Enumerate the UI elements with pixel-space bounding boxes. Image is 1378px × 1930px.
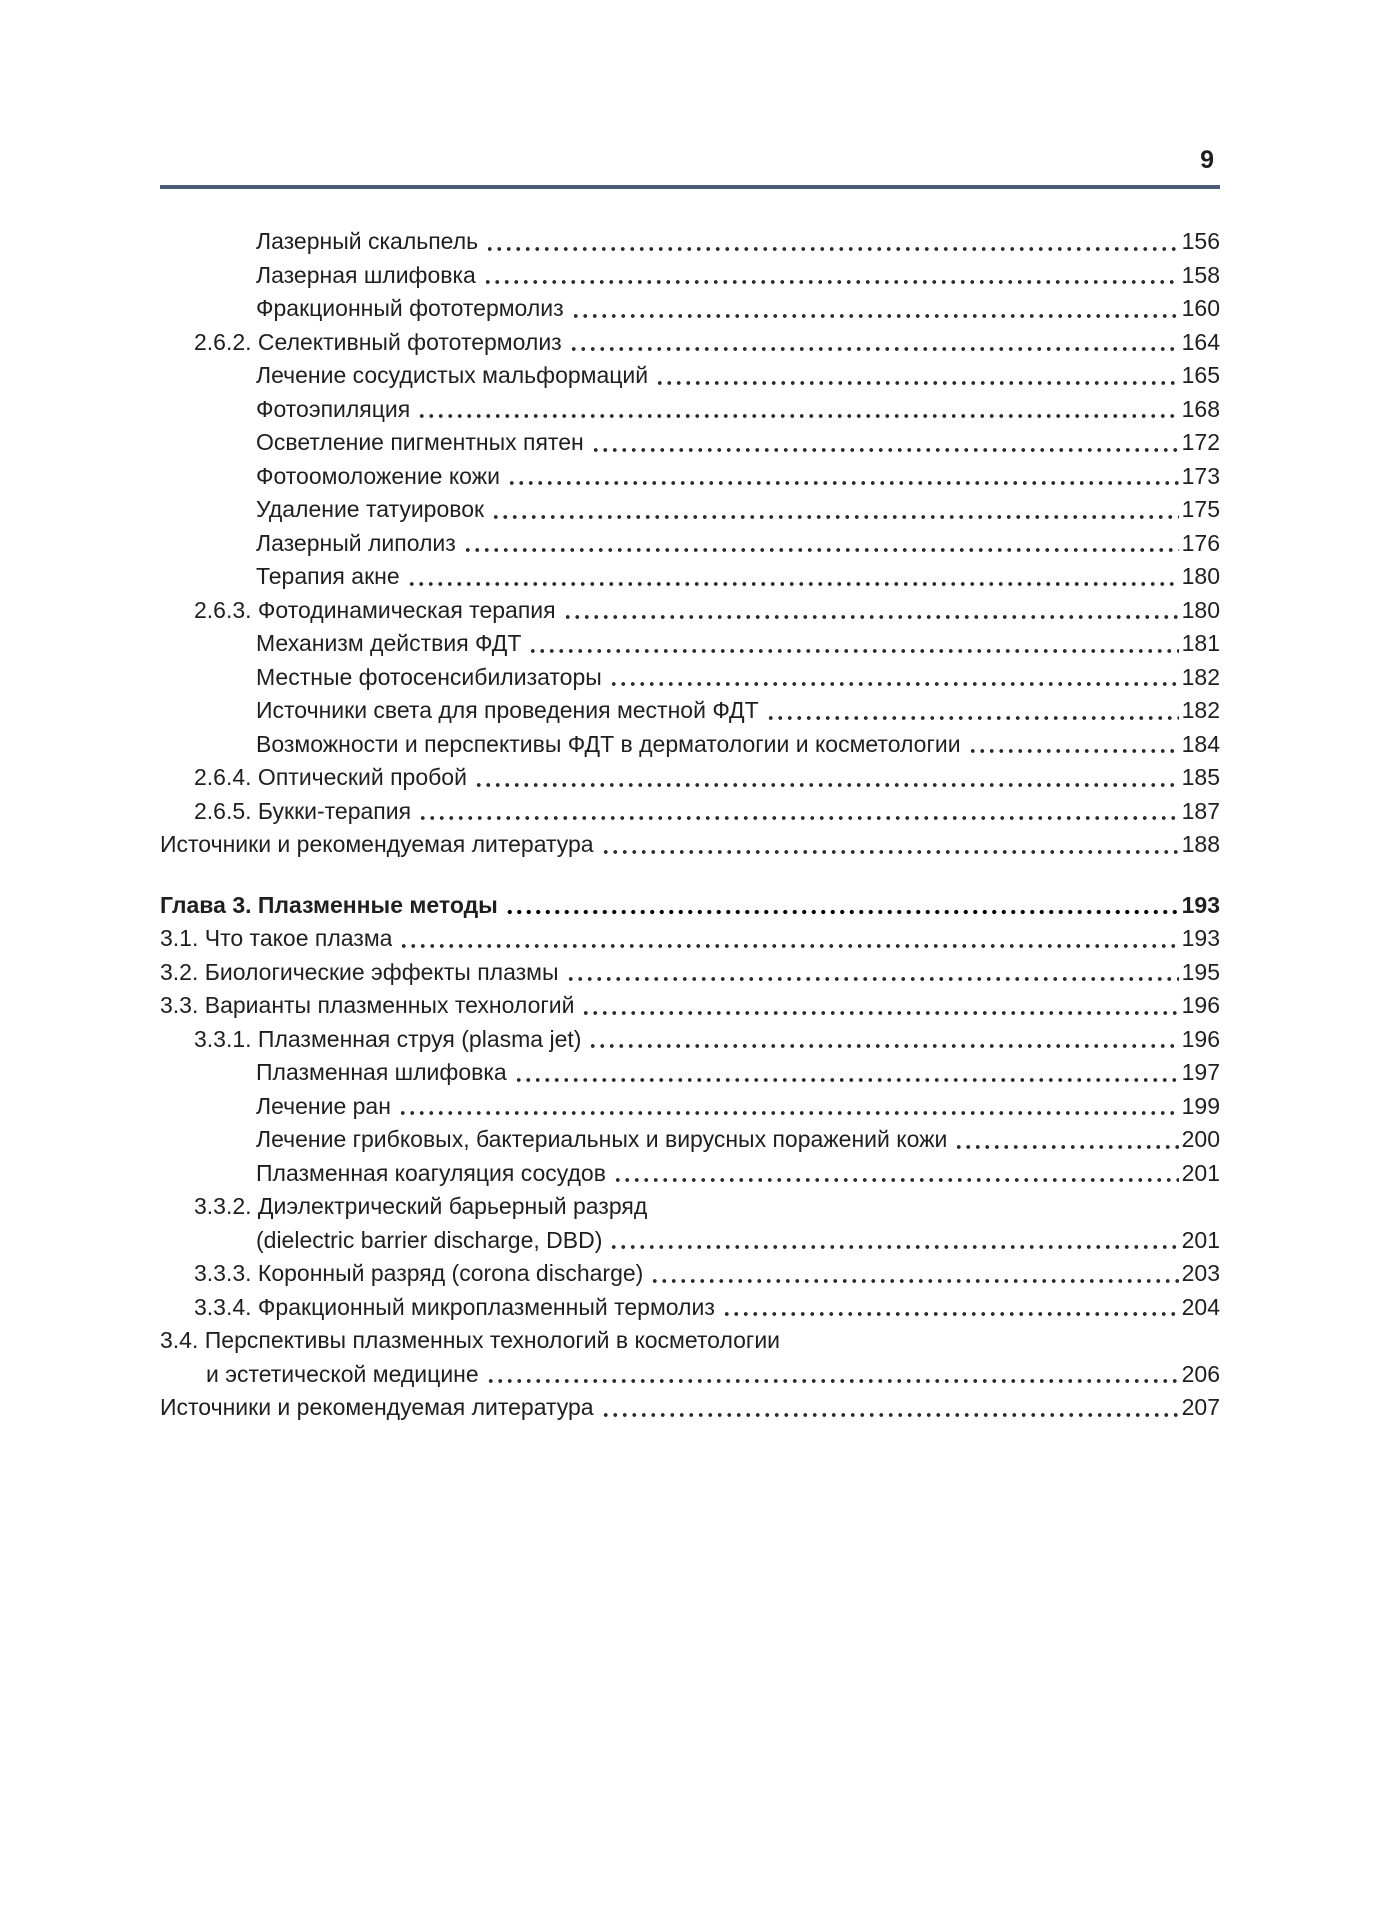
dot-leader <box>722 1291 1179 1325</box>
toc-entry <box>160 1090 1220 1124</box>
dot-leader <box>569 326 1179 360</box>
toc-entry <box>160 956 1220 990</box>
toc-entry-label: 3.3.4. Фракционный микроплазменный термолиз <box>194 1293 715 1320</box>
toc-entry <box>160 1157 1220 1191</box>
toc-entry <box>160 661 1220 695</box>
toc-entry <box>160 1358 1220 1392</box>
toc-entry-page: 204 <box>1181 1293 1220 1320</box>
dot-leader <box>505 889 1179 923</box>
toc-entry-page: 168 <box>1181 395 1220 422</box>
toc-entry <box>160 627 1220 661</box>
dot-leader <box>486 1358 1179 1392</box>
toc-entry-page: 182 <box>1181 663 1220 690</box>
table-of-contents <box>160 225 1220 1425</box>
dot-leader <box>601 1391 1179 1425</box>
toc-entry <box>160 493 1220 527</box>
toc-entry-page: 176 <box>1181 529 1220 556</box>
toc-entry <box>160 1023 1220 1057</box>
dot-leader <box>407 560 1179 594</box>
toc-entry-page: 188 <box>1181 831 1220 857</box>
page-number: 9 <box>1200 146 1214 174</box>
dot-leader <box>588 1023 1178 1057</box>
toc-entry-page: 193 <box>1181 891 1220 918</box>
toc-entry-label: 3.3.3. Коронный разряд (corona discharge) <box>194 1260 644 1286</box>
toc-entry-page: 172 <box>1181 429 1220 455</box>
dot-leader <box>581 989 1178 1023</box>
toc-entry-label: 3.2. Биологические эффекты плазмы <box>160 958 559 985</box>
toc-entry <box>160 1257 1220 1291</box>
toc-entry-label: 2.6.5. Букки-терапия <box>194 797 412 824</box>
toc-entry-page: 200 <box>1181 1126 1220 1152</box>
toc-entry-page: 187 <box>1181 797 1220 824</box>
toc-entry-label: Лазерный скальпель <box>256 228 479 254</box>
toc-entry-page: 201 <box>1181 1226 1220 1253</box>
dot-leader <box>655 359 1179 393</box>
toc-entry-label: Удаление татуировок <box>256 496 485 522</box>
dot-leader <box>766 694 1179 728</box>
dot-leader <box>591 426 1179 460</box>
toc-entry-label: Местные фотосенсибилизаторы <box>256 663 602 690</box>
dot-leader <box>463 527 1179 561</box>
toc-entry <box>160 1056 1220 1090</box>
toc-entry-label: (dielectric barrier discharge, DBD) <box>256 1226 603 1253</box>
toc-entry <box>160 1190 1220 1224</box>
toc-entry <box>160 259 1220 293</box>
dot-leader <box>601 828 1179 862</box>
toc-entry-label: Фракционный фототермолиз <box>256 295 564 321</box>
toc-entry <box>160 922 1220 956</box>
toc-entry <box>160 1324 1220 1358</box>
toc-entry <box>160 359 1220 393</box>
toc-entry <box>160 225 1220 259</box>
toc-entry-label: Возможности и перспективы ФДТ в дерматологии и косметологии <box>256 730 961 757</box>
dot-leader <box>483 259 1179 293</box>
toc-entry <box>160 460 1220 494</box>
toc-entry-label: Плазменная коагуляция сосудов <box>256 1159 606 1186</box>
toc-entry-label: Механизм действия ФДТ <box>256 630 522 656</box>
dot-leader <box>418 795 1179 829</box>
toc-entry-page: 193 <box>1181 925 1220 951</box>
toc-entry <box>160 1291 1220 1325</box>
toc-entry-label: 3.1. Что такое плазма <box>160 925 393 951</box>
toc-entry-page: 185 <box>1181 764 1220 790</box>
toc-entry-label: Глава 3. Плазменные методы <box>160 891 498 918</box>
toc-entry <box>160 694 1220 728</box>
toc-entry <box>160 426 1220 460</box>
toc-entry-label: Источники света для проведения местной ФДТ <box>256 697 759 723</box>
toc-entry <box>160 889 1220 923</box>
dot-leader <box>571 292 1179 326</box>
dot-leader <box>528 627 1178 661</box>
toc-entry-label: Фотоэпиляция <box>256 395 411 422</box>
toc-entry <box>160 326 1220 360</box>
dot-leader <box>609 661 1179 695</box>
toc-entry-label: Источники и рекомендуемая литература <box>160 1394 594 1420</box>
toc-entry <box>160 795 1220 829</box>
dot-leader <box>650 1257 1178 1291</box>
toc-entry-page: 197 <box>1181 1059 1220 1085</box>
toc-entry-label: Лазерная шлифовка <box>256 261 476 288</box>
toc-entry <box>160 1391 1220 1425</box>
dot-leader <box>398 1090 1179 1124</box>
toc-entry-label: 2.6.3. Фотодинамическая терапия <box>194 596 556 623</box>
dot-leader <box>609 1224 1178 1258</box>
toc-entry-page: 207 <box>1181 1394 1220 1420</box>
toc-entry <box>160 728 1220 762</box>
toc-entry-page: 196 <box>1181 1025 1220 1052</box>
toc-entry <box>160 1123 1220 1157</box>
toc-entry-page: 199 <box>1181 1092 1220 1119</box>
dot-leader <box>613 1157 1179 1191</box>
toc-entry <box>160 828 1220 862</box>
toc-entry <box>160 292 1220 326</box>
toc-entry-label: Источники и рекомендуемая литература <box>160 831 594 857</box>
toc-entry-label: Лазерный липолиз <box>256 529 456 556</box>
toc-entry-label: Осветление пигментных пятен <box>256 429 584 455</box>
toc-entry-page: 206 <box>1181 1360 1220 1387</box>
toc-entry-page: 160 <box>1181 295 1220 321</box>
toc-entry-label: 3.3.2. Диэлектрический барьерный разряд <box>194 1193 648 1219</box>
toc-entry-page: 164 <box>1181 328 1220 355</box>
toc-entry <box>160 527 1220 561</box>
toc-entry-page: 156 <box>1181 228 1220 254</box>
toc-entry <box>160 560 1220 594</box>
dot-leader <box>514 1056 1179 1090</box>
toc-entry-label: Терапия акне <box>256 563 400 589</box>
toc-entry-page: 201 <box>1181 1159 1220 1186</box>
toc-entry-page: 180 <box>1181 563 1220 589</box>
toc-entry-page: 173 <box>1181 462 1220 489</box>
toc-entry-label: Лечение грибковых, бактериальных и вирусных поражений кожи <box>256 1126 948 1152</box>
toc-entry-label: Плазменная шлифовка <box>256 1059 507 1085</box>
toc-entry-page: 180 <box>1181 596 1220 623</box>
toc-entry-page: 158 <box>1181 261 1220 288</box>
toc-entry-label: и эстетической медицине <box>206 1360 479 1387</box>
page-header <box>160 148 1220 173</box>
dot-leader <box>507 460 1179 494</box>
toc-entry-label: Лечение сосудистых мальформаций <box>256 362 649 388</box>
toc-entry-page: 175 <box>1181 496 1220 522</box>
toc-entry <box>160 761 1220 795</box>
toc-entry-label: Лечение ран <box>256 1092 391 1119</box>
toc-entry-page: 195 <box>1181 958 1220 985</box>
toc-entry-label: 3.4. Перспективы плазменных технологий в косметологии <box>160 1327 781 1353</box>
dot-leader <box>399 922 1178 956</box>
toc-entry-label: 2.6.2. Селективный фототермолиз <box>194 328 562 355</box>
toc-entry-page: 181 <box>1181 630 1220 656</box>
dot-leader <box>474 761 1179 795</box>
toc-entry <box>160 393 1220 427</box>
dot-leader <box>954 1123 1178 1157</box>
toc-entry-label: Фотоомоложение кожи <box>256 462 500 489</box>
toc-entry-page: 182 <box>1181 697 1220 723</box>
toc-entry <box>160 594 1220 628</box>
toc-entry <box>160 989 1220 1023</box>
dot-leader <box>417 393 1178 427</box>
dot-leader <box>491 493 1179 527</box>
header-rule <box>160 185 1220 189</box>
dot-leader <box>485 225 1179 259</box>
dot-leader <box>968 728 1179 762</box>
toc-entry <box>160 1224 1220 1258</box>
toc-entry-page: 165 <box>1181 362 1220 388</box>
dot-leader <box>566 956 1179 990</box>
toc-entry-page: 184 <box>1181 730 1220 757</box>
toc-entry-label: 3.3. Варианты плазменных технологий <box>160 992 575 1018</box>
toc-entry-label: 3.3.1. Плазменная струя (plasma jet) <box>194 1025 582 1052</box>
dot-leader <box>563 594 1179 628</box>
toc-entry-label: 2.6.4. Оптический пробой <box>194 764 467 790</box>
toc-entry-page: 203 <box>1181 1260 1220 1286</box>
toc-entry-page: 196 <box>1181 992 1220 1018</box>
